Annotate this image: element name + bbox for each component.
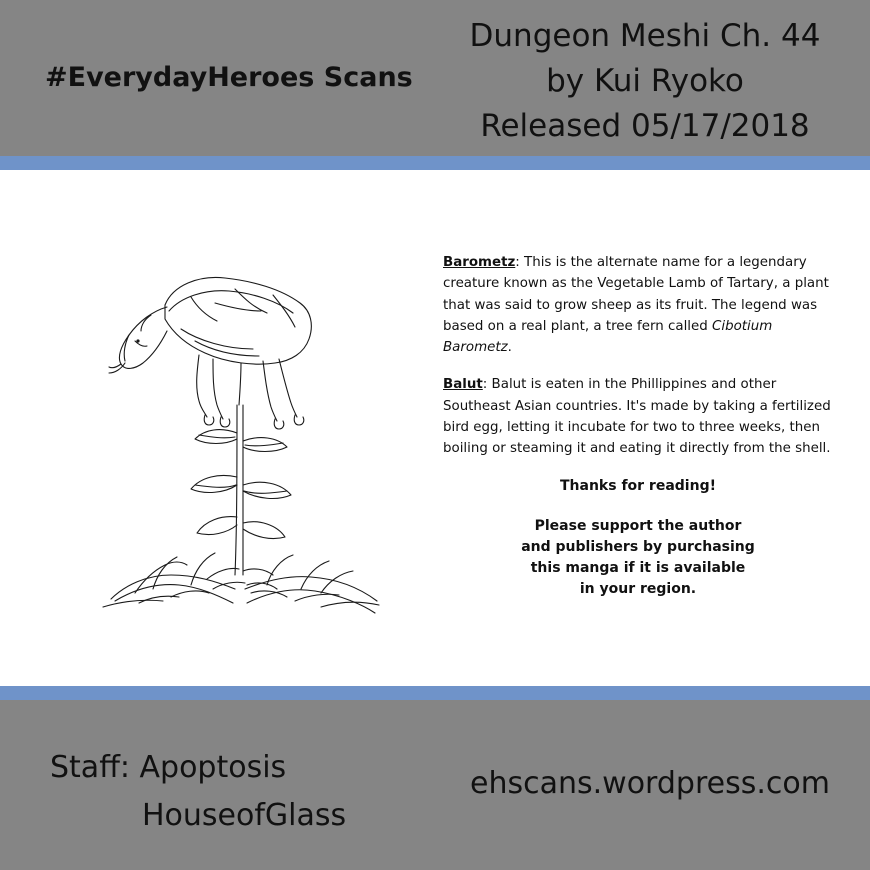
note-text-balut: : Balut is eaten in the Phillippines and other Southeast Asian countries. It's made by taking a fertilized bird egg, letting it incubate for two to three weeks, then boiling or steaming it and eating it directly from the shell. — [443, 377, 831, 457]
page-body — [0, 170, 870, 686]
divider-bottom — [0, 686, 870, 700]
note-term-barometz: Barometz — [443, 255, 516, 270]
page-footer — [0, 700, 870, 870]
page-header — [0, 0, 870, 156]
support-line-1: Please support the author — [534, 517, 742, 534]
note-tail-barometz: . — [507, 340, 512, 356]
staff-credits — [50, 744, 346, 840]
vegetable-lamb-illustration — [95, 245, 395, 615]
chapter-author: by Kui Ryoko — [546, 63, 744, 99]
chapter-release-date: Released 05/17/2018 — [480, 108, 810, 144]
support-line-4: in your region. — [579, 580, 697, 597]
scan-group-title: #EverydayHeroes Scans — [45, 62, 413, 93]
support-line-3: this manga if it is available — [530, 559, 746, 576]
note-italic-barometz: Cibotium Barometz — [443, 318, 773, 356]
note-balut — [443, 374, 833, 459]
chapter-title: Dungeon Meshi Ch. 44 — [469, 18, 821, 54]
staff-line-2: HouseofGlass — [142, 798, 347, 833]
translation-notes — [443, 252, 833, 600]
note-barometz — [443, 252, 833, 358]
chapter-info — [430, 14, 860, 149]
thanks-message: Thanks for reading! — [560, 477, 716, 494]
note-term-balut: Balut — [443, 377, 483, 393]
staff-line-1: Staff: Apoptosis — [50, 750, 287, 785]
website-link[interactable]: ehscans.wordpress.com — [470, 766, 830, 801]
support-line-2: and publishers by purchasing — [521, 538, 755, 555]
note-text-barometz: : This is the alternate name for a legendary creature known as the Vegetable Lamb of Tartary, a plant that was said to grow sheep as its fruit. The legend was based on a real plant, a tree fern called — [443, 255, 829, 334]
support-message — [443, 516, 833, 600]
divider-top — [0, 156, 870, 170]
